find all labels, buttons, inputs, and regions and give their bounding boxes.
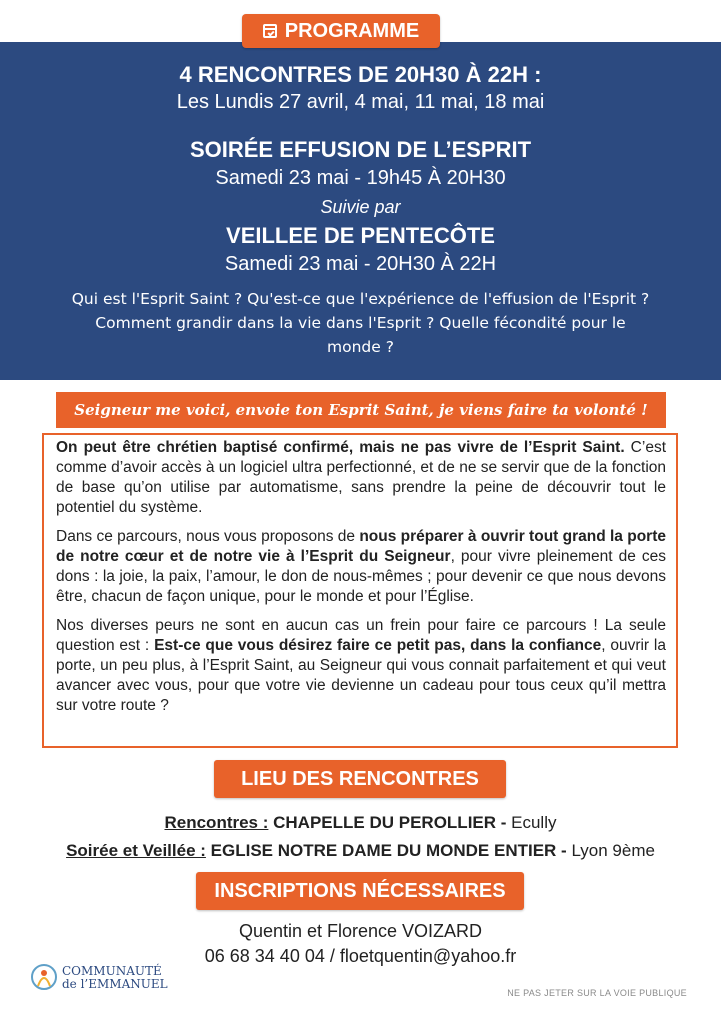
effusion-when: Samedi 23 mai - 19h45 À 20H30 [215, 167, 506, 189]
paragraph-2 [56, 527, 666, 607]
veillee-place-label: Soirée et Veillée : [66, 841, 206, 860]
paragraph-2-bold: nous préparer à ouvrir tout grand la porte de notre cœur et de notre vie à l’Esprit du Seigneur [56, 528, 666, 565]
contact-names: Quentin et Florence VOIZARD [238, 921, 483, 941]
paragraph-2-rest: , pour vivre pleinement de ces dons : la joie, la paix, l’amour, le don de nous-mêmes ; pour devenir ce que nous devons être, chacun de façon unique, pour le monde et pour l’Église. [56, 548, 666, 605]
paragraph-1-bold: On peut être chrétien baptisé confirmé, mais ne pas vivre de l’Esprit Saint. [56, 439, 625, 456]
effusion-title: SOIRÉE EFFUSION DE L’ESPRIT [189, 137, 532, 162]
followed-by: Suivie par [320, 197, 401, 217]
paragraph-2-start: Dans ce parcours, nous vous proposons de [56, 528, 360, 545]
logo-line-2: de l’EMMANUEL [62, 977, 168, 991]
paragraph-3 [56, 616, 666, 716]
paragraph-3-rest: , ouvrir la porte, un peu plus, à l’Esprit Saint, au Seigneur qui vous connait parfaitement et qui veut avancer avec vous, pour que votre vie devienne un cadeau pour tous ceux qu’il mettra sur votre route ? [56, 637, 666, 714]
programme-panel [0, 42, 721, 380]
communaute-logo [30, 962, 168, 994]
programme-label: PROGRAMME [284, 19, 420, 42]
veillee-when: Samedi 23 mai - 20H30 À 22H [224, 253, 497, 275]
questions-text: Qui est l'Esprit Saint ? Qu'est-ce que l'expérience de l'effusion de l'Esprit ? Comment grandir dans la vie dans l'Esprit ? Quelle fécondité pour le monde ? [71, 290, 650, 356]
rencontres-place-city: Ecully [511, 813, 557, 832]
lieu-label: LIEU DES RENCONTRES [214, 760, 506, 798]
footer-note: NE PAS JETER SUR LA VOIE PUBLIQUE [507, 988, 687, 998]
paragraph-1-rest: C’est comme d’avoir accès à un logiciel ultra perfectionné, et de ne se servir que de la fonction de base qu’on utilise par automatisme, sans prendre la peine de découvrir tout le potentiel du système. [56, 439, 667, 516]
logo-line-1: COMMUNAUTÉ [62, 964, 162, 978]
veillee-place [0, 841, 721, 861]
veillee-title: VEILLEE DE PENTECÔTE [226, 223, 495, 248]
rencontres-title: 4 RENCONTRES DE 20H30 À 22H : [179, 62, 542, 87]
rencontres-dates: Les Lundis 27 avril, 4 mai, 11 mai, 18 mai [176, 91, 545, 113]
paragraph-3-start: Nos diverses peurs ne sont en aucun cas un frein pour faire ce parcours ! La seule question est : [56, 617, 666, 654]
paragraph-1 [56, 438, 666, 518]
inscriptions-label: INSCRIPTIONS NÉCESSAIRES [196, 872, 524, 910]
rencontres-place [0, 813, 721, 833]
contact-details: 06 68 34 40 04 / floetquentin@yahoo.fr [204, 946, 517, 966]
rencontres-place-name: CHAPELLE DU PEROLLIER - [268, 813, 512, 832]
veillee-place-city: Lyon 9ème [571, 841, 655, 860]
emmanuel-logo-icon [30, 962, 58, 994]
calendar-check-icon [263, 24, 277, 38]
programme-badge [242, 14, 440, 48]
description-box [42, 433, 678, 748]
rencontres-place-label: Rencontres : [164, 813, 269, 832]
paragraph-3-bold: Est-ce que vous désirez faire ce petit pas, dans la confiance [154, 637, 602, 654]
veillee-place-name: EGLISE NOTRE DAME DU MONDE ENTIER - [205, 841, 572, 860]
slogan-banner: Seigneur me voici, envoie ton Esprit Saint, je viens faire ta volonté ! [56, 392, 666, 428]
